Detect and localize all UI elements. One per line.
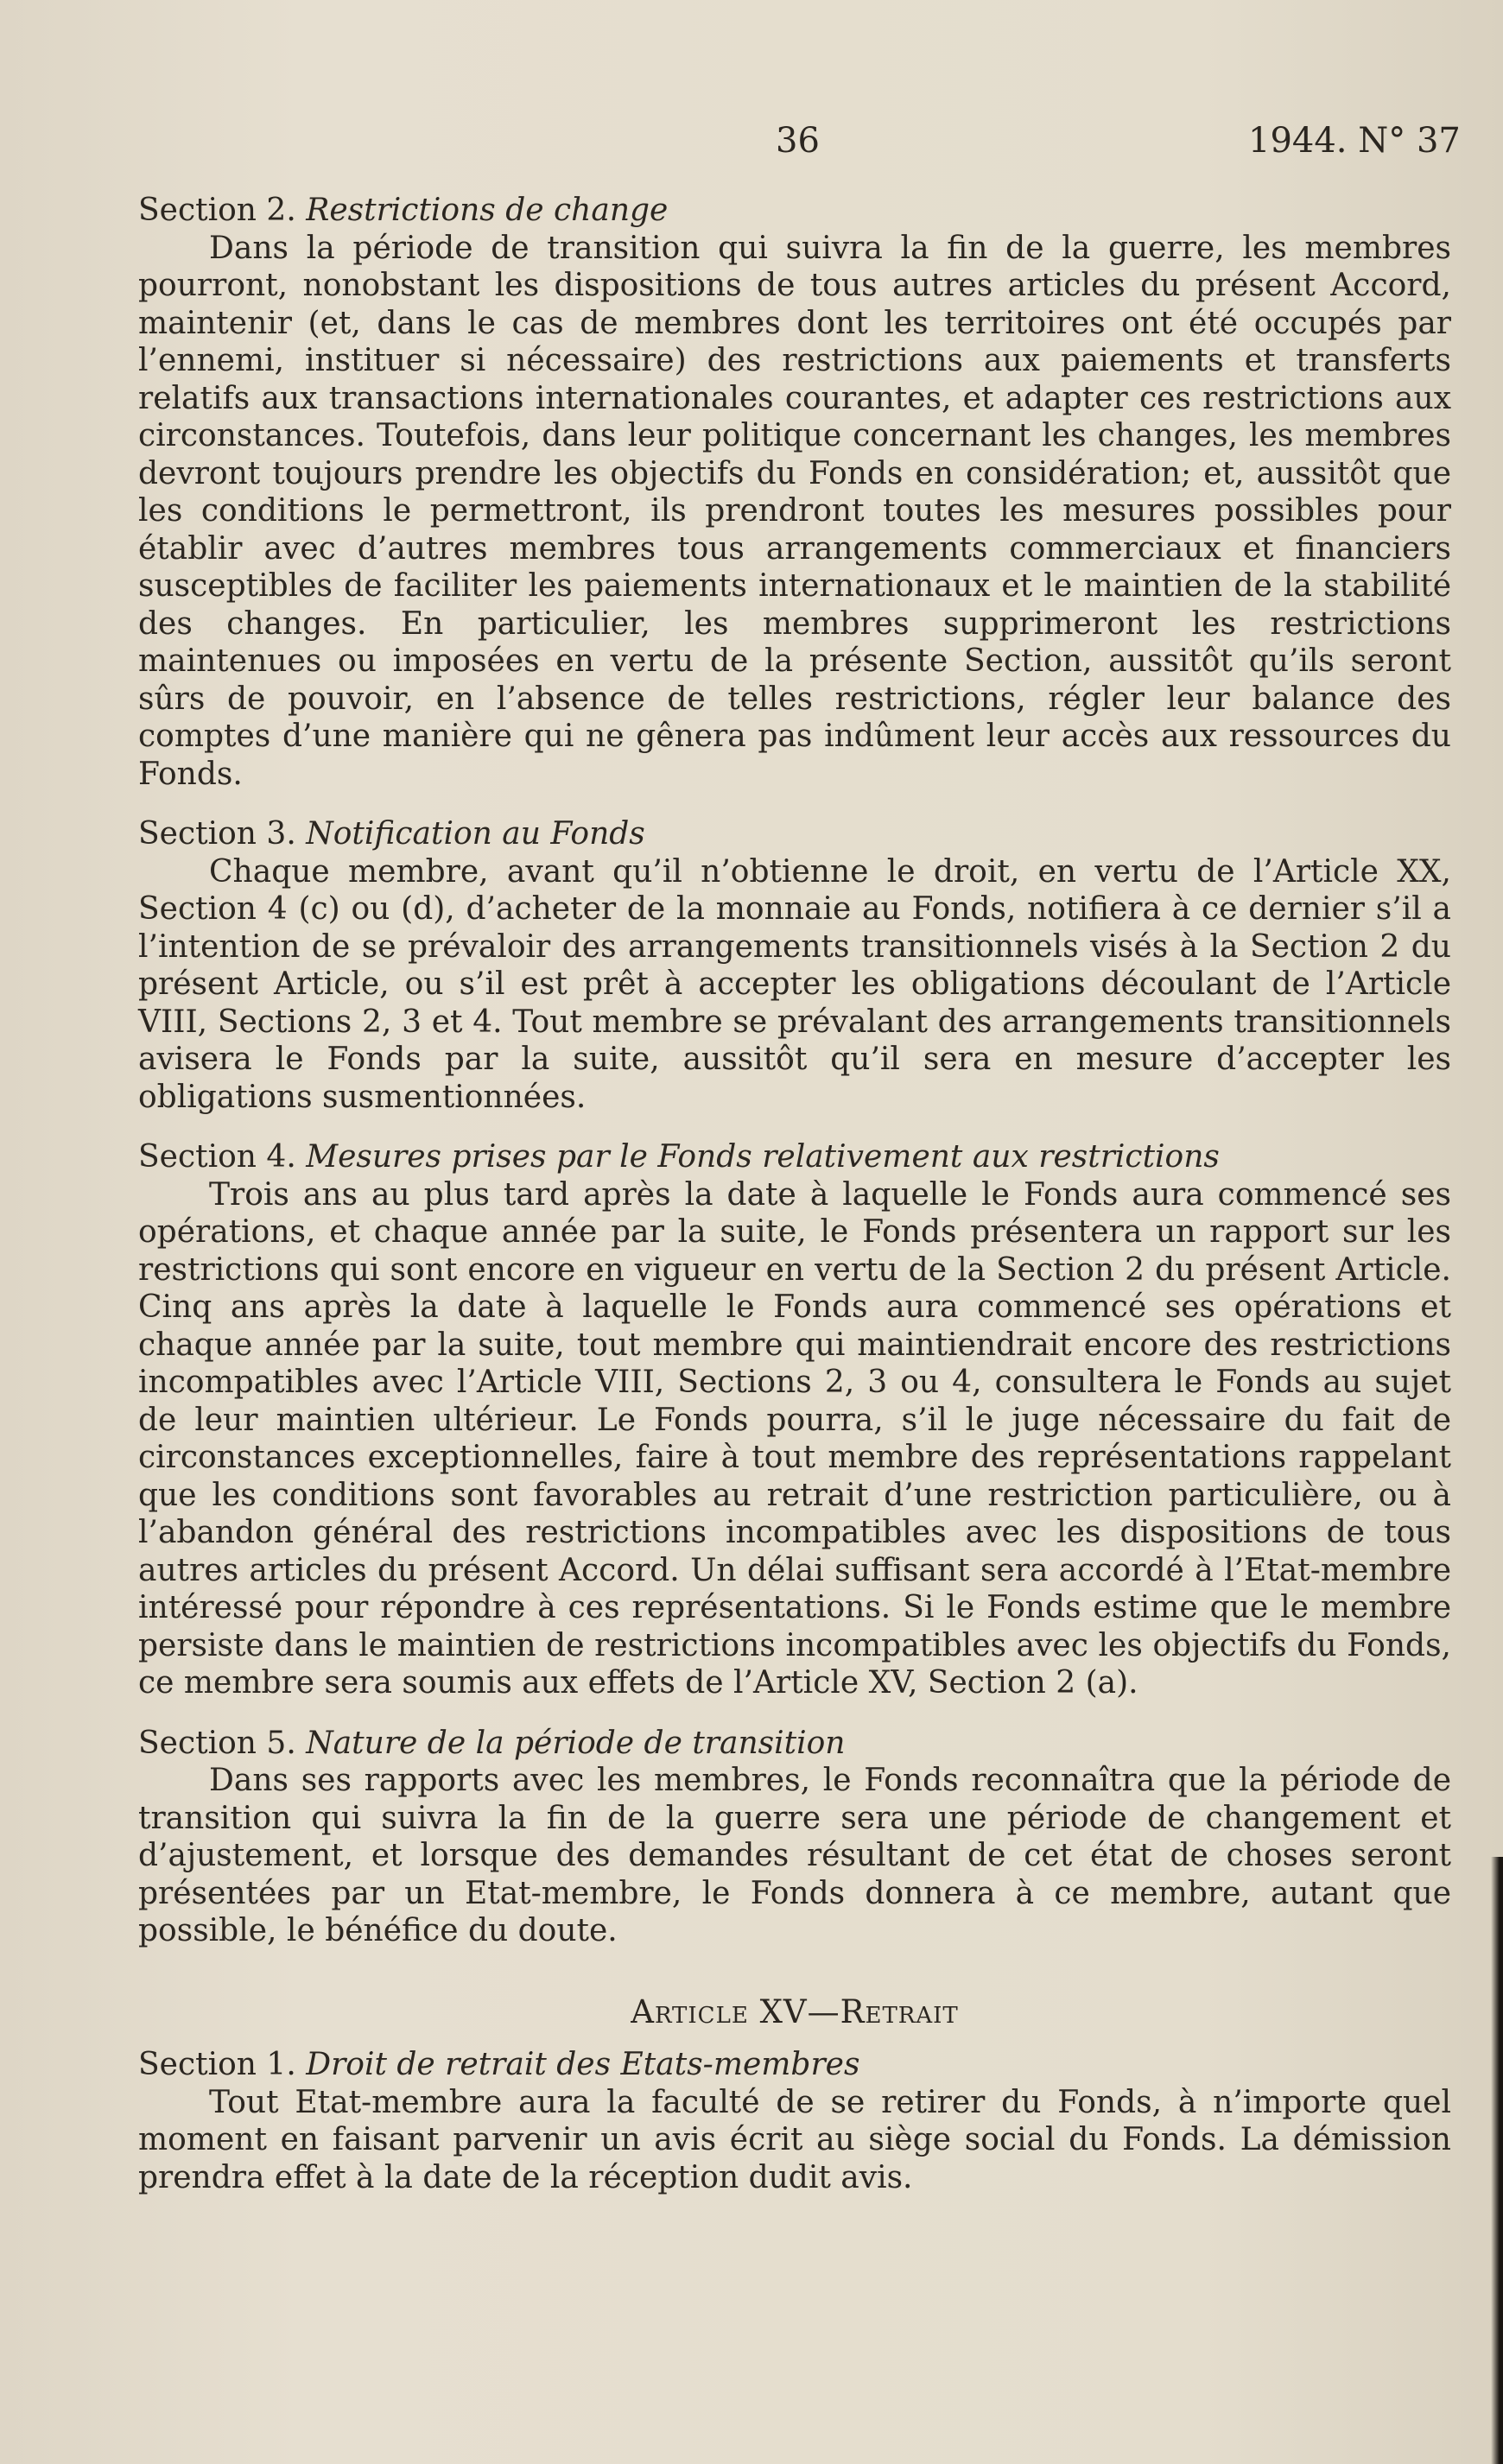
section-label: Section 3.	[138, 816, 296, 852]
section-title: Mesures prises par le Fonds relativement aux restrictions	[306, 1139, 1220, 1175]
page-header	[0, 121, 1503, 173]
article-section-1	[138, 2046, 1451, 2196]
section-paragraph: Dans la période de transition qui suivra la fin de la guerre, les membres pourront, nonobstant les dispositions de tous autres articles du présent Accord, maintenir (et, dans le cas de membres dont les territoires ont été occupés par l’ennemi, instituer si nécessaire) des restrictions aux paiements et transferts relatifs aux transactions internationales courantes, et adapter ces restrictions aux circonstances. Toutefois, dans leur politique concernant les changes, les membres devront toujours prendre les objectifs du Fonds en considération; et, aussitôt que les conditions le permettront, ils prendront toutes les mesures possibles pour établir avec d’autres membres tous arrangements commerciaux et financiers susceptibles de faciliter les paiements internationaux et le maintien de la stabilité des changes. En particulier, les membres supprimeront les restrictions maintenues ou imposées en vertu de la présente Section, aussitôt qu’ils seront sûrs de pouvoir, en l’absence de telles restrictions, régler leur balance des comptes d’une manière qui ne gênera pas indûment leur accès aux ressources du Fonds.	[138, 230, 1451, 792]
section-title: Notification au Fonds	[306, 816, 645, 852]
section-2	[138, 192, 1451, 793]
section-3	[138, 815, 1451, 1116]
section-title: Droit de retrait des Etats-membres	[306, 2047, 860, 2082]
section-heading	[138, 815, 1451, 853]
header-reference: 1944. N° 37	[1248, 121, 1461, 161]
section-paragraph: Tout Etat-membre aura la faculté de se retirer du Fonds, à n’importe quel moment en faisant parvenir un avis écrit au siège social du Fonds. La démission prendra effet à la date de la réception dudit avis.	[138, 2084, 1451, 2195]
section-heading	[138, 1138, 1451, 1176]
section-label: Section 1.	[138, 2047, 296, 2082]
section-heading	[138, 2046, 1451, 2084]
section-label: Section 5.	[138, 1725, 296, 1761]
section-heading	[138, 1725, 1451, 1763]
page-number: 36	[776, 121, 820, 161]
article-title: Article XV—Retrait	[631, 1992, 959, 2030]
section-label: Section 4.	[138, 1139, 296, 1175]
section-paragraph: Dans ses rapports avec les membres, le Fonds reconnaîtra que la période de transition qui suivra la fin de la guerre sera une période de changement et d’ajustement, et lorsque des demandes résultant de cet état de choses seront présentées par un Etat-membre, le Fonds donnera à ce membre, autant que possible, le bénéfice du doute.	[138, 1763, 1451, 1948]
section-paragraph: Chaque membre, avant qu’il n’obtienne le droit, en vertu de l’Article XX, Section 4 (c) ou (d), d’acheter de la monnaie au Fonds, notifiera à ce dernier s’il a l’intention de se prévaloir des arrangements transitionnels visés à la Section 2 du présent Article, ou s’il est prêt à accepter les obligations découlant de l’Article VIII, Sections 2, 3 et 4. Tout membre se prévalant des arrangements transitionnels avisera le Fonds par la suite, aussitôt qu’il sera en mesure d’accepter les obligations susmentionnées.	[138, 853, 1451, 1115]
page-body	[138, 192, 1451, 2219]
section-label: Section 2.	[138, 193, 296, 228]
page-edge-shadow	[1491, 1857, 1503, 2464]
section-title: Restrictions de change	[306, 193, 669, 228]
section-5	[138, 1725, 1451, 1950]
section-paragraph: Trois ans au plus tard après la date à laquelle le Fonds aura commencé ses opérations, et chaque année par la suite, le Fonds présentera un rapport sur les restrictions qui sont encore en vigueur en vertu de la Section 2 du présent Article. Cinq ans après la date à laquelle le Fonds aura commencé ses opérations et chaque année par la suite, tout membre qui maintiendrait encore des restrictions incompatibles avec l’Article VIII, Sections 2, 3 ou 4, consultera le Fonds au sujet de leur maintien ultérieur. Le Fonds pourra, s’il le juge nécessaire du fait de circonstances exceptionnelles, faire à tout membre des représentations rappelant que les conditions sont favorables au retrait d’une restriction particulière, ou à l’abandon général des restrictions incompatibles avec les dispositions de tous autres articles du présent Accord. Un délai suffisant sera accordé à l’Etat-membre intéressé pour répondre à ces représentations. Si le Fonds estime que le membre persiste dans le maintien de restrictions incompatibles avec les objectifs du Fonds, ce membre sera soumis aux effets de l’Article XV, Section 2 (a).	[138, 1176, 1451, 1701]
section-4	[138, 1138, 1451, 1702]
section-title: Nature de la période de transition	[306, 1725, 846, 1761]
section-heading	[138, 192, 1451, 230]
